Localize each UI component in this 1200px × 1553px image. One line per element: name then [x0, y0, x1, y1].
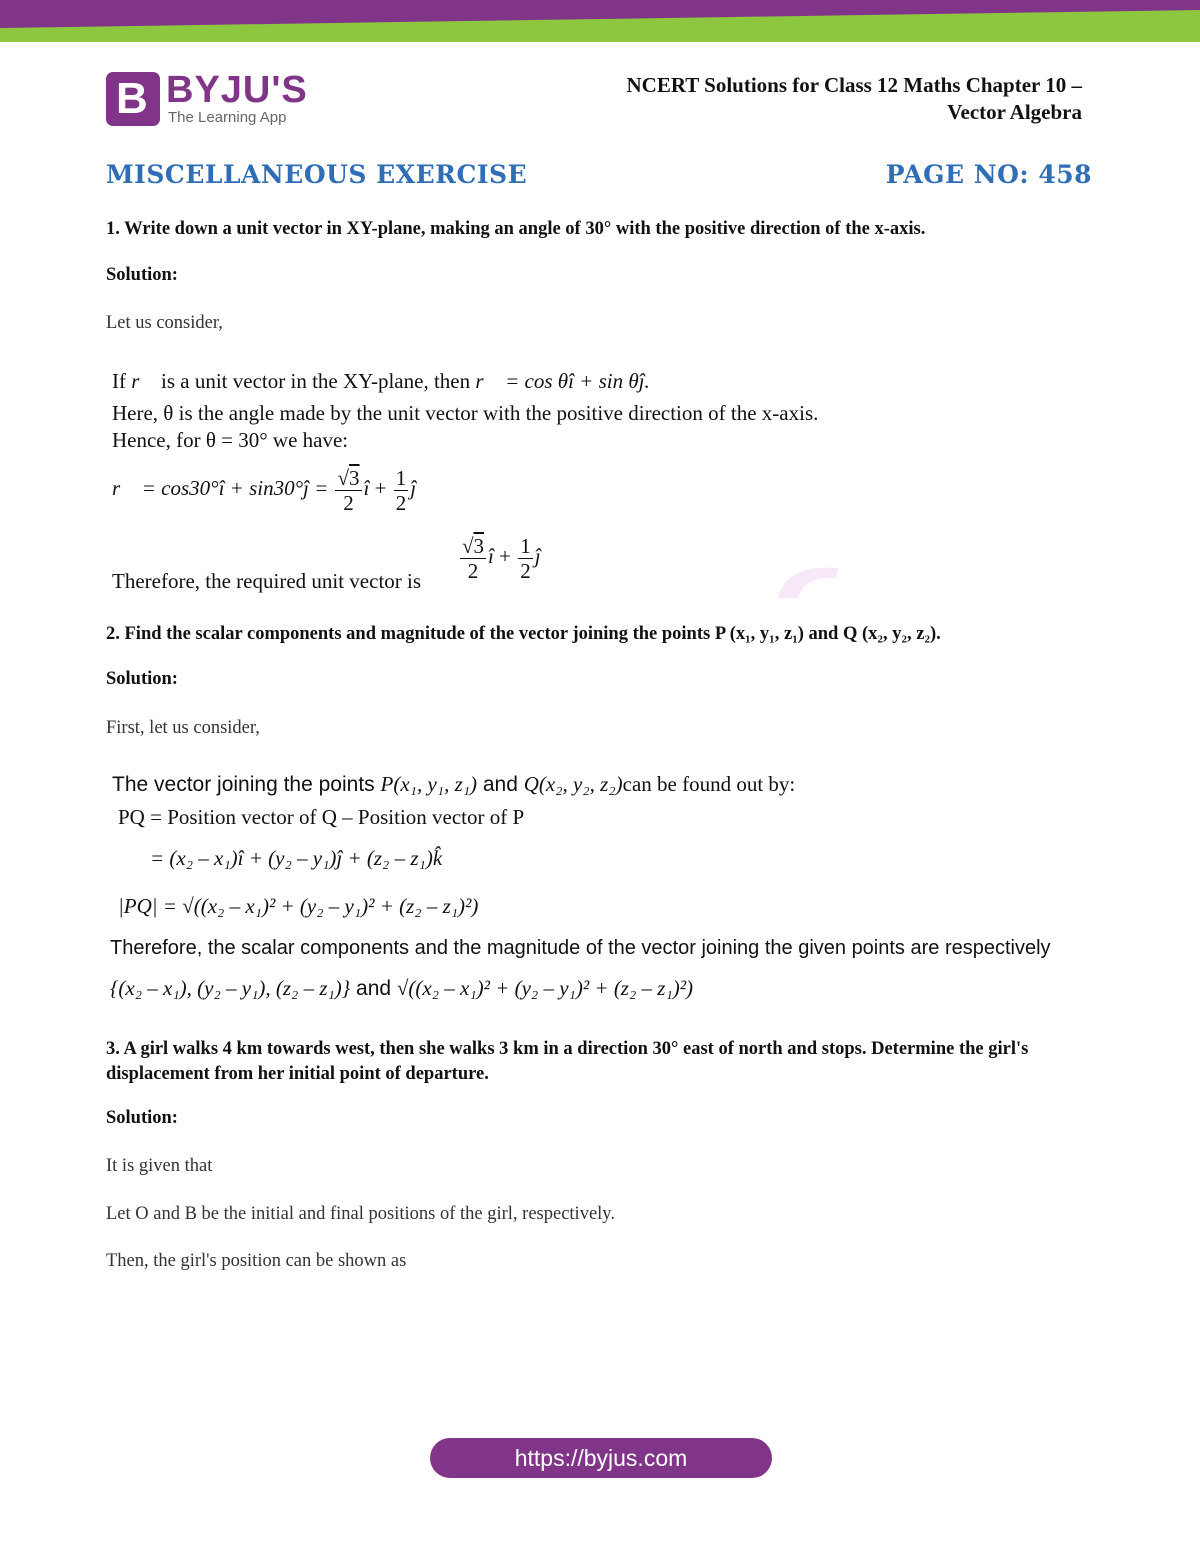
byjus-logo: [106, 70, 326, 130]
point-q: Q(x₂, y₂, z₂): [523, 772, 623, 796]
magnitude-expression: √((x₂ – x₁)² + (y₂ – y₁)² + (z₂ – z₁)²): [396, 976, 694, 1000]
question-3: 3. A girl walks 4 km towards west, then she walks 3 km in a direction 30° east of north and stops. Determine the girl's displacement from her initial point of departure.: [106, 1039, 1029, 1084]
q2-line1: [112, 771, 795, 798]
q1-line1-a: If: [112, 369, 132, 393]
logo-tagline: The Learning App: [168, 109, 287, 126]
document-title-line2: Vector Algebra: [947, 100, 1082, 124]
top-banner: [0, 0, 1200, 42]
fraction-sqrt3-over-2: $\frac{√3}{2}$: [337, 465, 360, 515]
question-2: 2. Find the scalar components and magnitude of the vector joining the points P (x₁, y₁, z₁) and Q (x₂, y₂, z₂).: [106, 624, 941, 644]
solution-label-2: Solution:: [106, 669, 178, 689]
document-title: [482, 72, 1082, 126]
q1-line5: Therefore, the required unit vector is: [112, 569, 422, 593]
result-fraction-sqrt3-over-2: $\frac{√3}{2}$: [462, 533, 485, 583]
page-number: PAGE NO: 458: [885, 160, 1092, 189]
q1-line1-b: is a unit vector in the XY-plane, then: [155, 369, 476, 393]
q1-line1: [112, 368, 650, 394]
result-fraction-1-over-2: $\frac{1}{2}$: [520, 533, 531, 583]
point-p: P(x₁, y₁, z₁): [380, 772, 478, 796]
q2-line6: [110, 975, 693, 1002]
q3-line2: Let O and B be the initial and final positions of the girl, respectively.: [106, 1204, 615, 1224]
scalar-components-set: {(x₂ – x₁), (y₂ – y₁), (z₂ – z₁)}: [110, 976, 351, 1000]
question-1: 1. Write down a unit vector in XY-plane, making an angle of 30° with the positive direction of the x-axis.: [106, 219, 926, 239]
document-title-line1: NCERT Solutions for Class 12 Maths Chapter 10 –: [626, 73, 1082, 97]
q1-line1-formula: r⃗ = cos θî + sin θĵ.: [475, 369, 650, 393]
logo-mark: [106, 72, 160, 126]
q3-line1: It is given that: [106, 1156, 213, 1176]
footer-url-link[interactable]: [430, 1438, 772, 1478]
q3-line3: Then, the girl's position can be shown as: [106, 1251, 407, 1271]
solution-label-1: Solution:: [106, 265, 178, 285]
q2-line6-and: and: [350, 977, 397, 1000]
watermark-swoosh: [776, 560, 846, 605]
q1-line4-lhs: r⃗ = cos30°î + sin30°ĵ =: [112, 476, 329, 500]
solution-label-3: Solution:: [106, 1108, 178, 1128]
logo-brand: BYJU'S: [166, 69, 308, 111]
q2-line2: PQ = Position vector of Q – Position vector of P: [118, 805, 525, 829]
q1-line2: Here, θ is the angle made by the unit vector with the positive direction of the x-axis.: [112, 401, 819, 425]
q2-line4: |PQ| = √((x₂ – x₁)² + (y₂ – y₁)² + (z₂ – z₁)²): [118, 894, 479, 918]
q1-result-vector: $\frac{√3}{2}$ î + $\frac{1}{2}$ ĵ: [462, 533, 541, 583]
section-title: MISCELLANEOUS EXERCISE: [106, 160, 528, 189]
q2-intro: First, let us consider,: [106, 718, 260, 738]
q1-intro: Let us consider,: [106, 313, 223, 333]
q2-line1-a: The vector joining the points: [112, 773, 381, 796]
q2-line3: = (x₂ – x₁)î + (y₂ – y₁)ĵ + (z₂ – z₁)k̂: [150, 846, 443, 870]
q2-line1-b: can be found out by:: [622, 772, 796, 796]
q1-line3: Hence, for θ = 30° we have:: [112, 428, 349, 452]
fraction-1-over-2: $\frac{1}{2}$: [395, 465, 407, 515]
q2-line1-and: and: [477, 773, 524, 796]
vector-r-symbol: r⃗: [131, 369, 156, 393]
logo-letter: B: [116, 74, 148, 123]
q1-line4: r⃗ = cos30°î + sin30°ĵ = $\frac{√3}{2}$ î + $\frac{1}{2}$ ĵ: [112, 465, 417, 515]
footer-url: https://byjus.com: [514, 1445, 688, 1471]
q2-line5: Therefore, the scalar components and the magnitude of the vector joining the given points are respectively: [110, 937, 1051, 959]
